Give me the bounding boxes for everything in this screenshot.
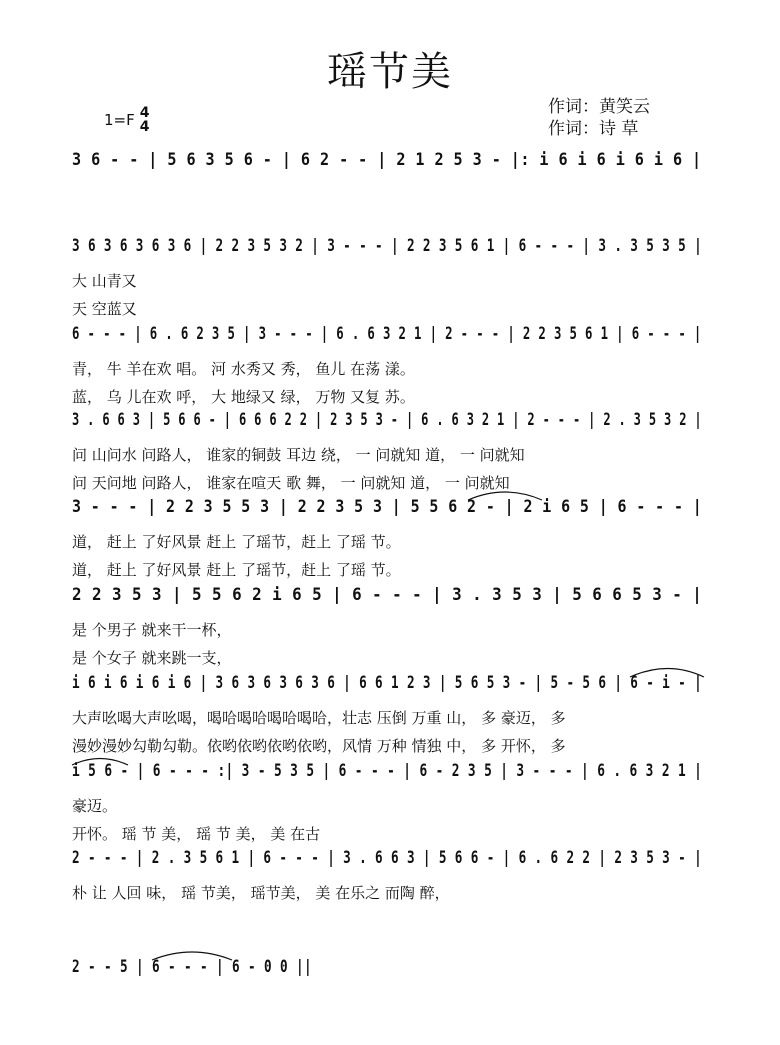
- notation-row: [72, 497, 708, 527]
- notation-text: 3 6 3 6 3 6 3 6 | 2 2 3 5 3 2 | 3 - - - | 2 2 3 5 6 1 | 6 - - - | 3 . 3 5 3 5 |: [72, 236, 703, 256]
- lyric-line: 道， 赶上 了好风景 赶上 了瑶节，赶上 了瑶 节。: [72, 533, 401, 551]
- lyric-line: 是 个男子 就来干一杯，: [72, 621, 232, 639]
- notation-row: [72, 957, 708, 987]
- lyric-line: 天 空蓝又: [72, 300, 137, 318]
- lyric-line: 开怀。 瑶 节 美， 瑶 节 美， 美 在古: [72, 825, 321, 843]
- notation-text: i 5 6 - | 6 - - - :| 3 - 5 3 5 | 6 - - - | 6 - 2 3 5 | 3 - - - | 6 . 6 3 2 1 |: [72, 761, 703, 781]
- notation-row: [72, 848, 708, 878]
- time-signature: [140, 106, 150, 134]
- notation-text: 2 2 3 5 3 | 5 5 6 2 i 6 5 | 6 - - - | 3 . 3 5 3 | 5 6 6 5 3 - |: [72, 585, 703, 605]
- notation-text: 3 . 6 6 3 | 5 6 6 - | 6 6 6 2 2 | 2 3 5 3 - | 6 . 6 3 2 1 | 2 - - - | 2 . 3 5 3 2 |: [72, 410, 702, 430]
- lyric-line: 问 山问水 问路人， 谁家的铜鼓 耳边 绕， 一 问就知 道， 一 问就知: [72, 446, 525, 464]
- notation-text: 6 - - - | 6 . 6 2 3 5 | 3 - - - | 6 . 6 3 2 1 | 2 - - - | 2 2 3 5 6 1 | 6 - - - |: [72, 324, 702, 344]
- key-signature: [104, 106, 150, 134]
- lyric-line: 大 山青又: [72, 272, 137, 290]
- notation-row: [72, 410, 708, 440]
- lyric-line: 朴 让 人回 味， 瑶 节美， 瑶节美， 美 在乐之 而陶 醉，: [72, 884, 450, 902]
- notation-text: 2 - - - | 2 . 3 5 6 1 | 6 - - - | 3 . 6 6 3 | 5 6 6 - | 6 . 6 2 2 | 2 3 5 3 - |: [72, 848, 703, 868]
- notation-text: 2 - - 5 | 6 - - - | 6 - 0 0 ||: [72, 957, 313, 977]
- notation-text: i 6 i 6 i 6 i 6 | 3 6 3 6 3 6 3 6 | 6 6 1 2 3 | 5 6 5 3 - | 5 - 5 6 | 6 - i - |: [72, 673, 703, 693]
- notation-row: [72, 585, 708, 615]
- page-title: 瑶节美: [327, 49, 453, 95]
- time-numerator: 4: [139, 105, 150, 121]
- time-denominator: 4: [139, 119, 150, 135]
- lyric-line: 是 个女子 就来跳一支，: [72, 649, 232, 667]
- lyric-line: 漫妙漫妙勾勒勾勒。依哟依哟依哟依哟，风情 万种 情独 中， 多 开怀， 多: [72, 737, 566, 755]
- notation-row: [72, 761, 708, 791]
- notation-text: 3 - - - | 2 2 3 5 5 3 | 2 2 3 5 3 | 5 5 6 2 - | 2 i 6 5 | 6 - - - |: [72, 497, 703, 517]
- lyric-line: 蓝， 乌 儿在欢 呼， 大 地绿又 绿， 万物 又复 苏。: [72, 388, 415, 406]
- lyric-line: 青， 牛 羊在欢 唱。 河 水秀又 秀， 鱼儿 在荡 漾。: [72, 360, 415, 378]
- lyricist-credit: 作词：黄笑云: [548, 97, 650, 117]
- key-label: 1=F: [104, 111, 135, 129]
- notation-row: [72, 150, 708, 180]
- lyric-line: 大声吆喝大声吆喝，喝哈喝哈喝哈喝哈，壮志 压倒 万重 山， 多 豪迈， 多: [72, 709, 566, 727]
- notation-text: 3 6 - - | 5 6 3 5 6 - | 6 2 - - | 2 1 2 5 3 - |: i 6 i 6 i 6 i 6 |: [72, 150, 702, 170]
- notation-row: [72, 324, 708, 354]
- lyric-line: 问 天问地 问路人， 谁家在喧天 歌 舞， 一 问就知 道， 一 问就知: [72, 474, 510, 492]
- lyric-line: 豪迈。: [72, 797, 118, 815]
- notation-row: [72, 673, 708, 703]
- lyric-line: 道， 赶上 了好风景 赶上 了瑶节，赶上 了瑶 节。: [72, 561, 401, 579]
- composer-credit: 作词：诗 草: [548, 119, 639, 139]
- notation-row: [72, 236, 708, 266]
